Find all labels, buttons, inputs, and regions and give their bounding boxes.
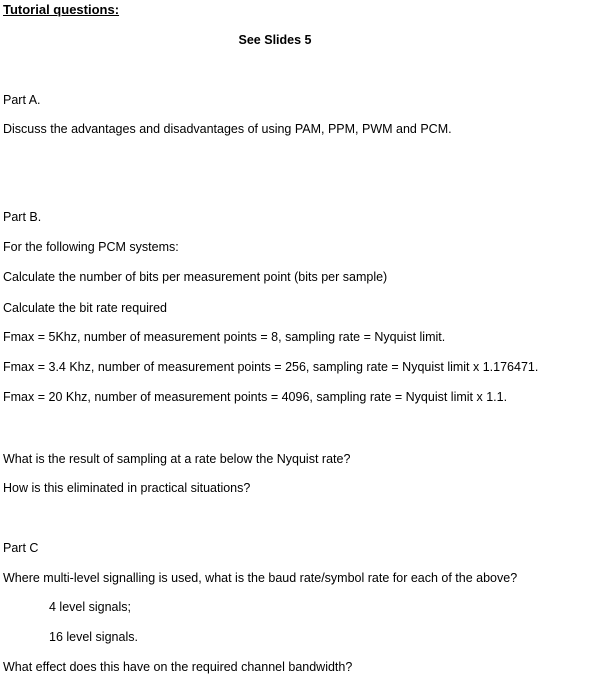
pcm-system-2: Fmax = 3.4 Khz, number of measurement points = 256, sampling rate = Nyquist limit x 1.176471.: [3, 360, 539, 374]
part-a-question: Discuss the advantages and disadvantages of using PAM, PPM, PWM and PCM.: [3, 122, 452, 136]
pcm-system-3: Fmax = 20 Khz, number of measurement points = 4096, sampling rate = Nyquist limit x 1.1.: [3, 390, 508, 404]
nyquist-question: What is the result of sampling at a rate below the Nyquist rate?: [3, 452, 351, 466]
part-c-question: Where multi-level signalling is used, what is the baud rate/symbol rate for each of the above?: [3, 571, 518, 585]
part-b-task-bits-per-sample: Calculate the number of bits per measurement point (bits per sample): [3, 270, 388, 284]
pcm-system-1: Fmax = 5Khz, number of measurement points = 8, sampling rate = Nyquist limit.: [3, 330, 446, 344]
part-b-label: Part B.: [3, 210, 42, 224]
aliasing-question: How is this eliminated in practical situations?: [3, 481, 251, 495]
page-heading: Tutorial questions:: [3, 2, 120, 17]
part-b-task-bit-rate: Calculate the bit rate required: [3, 301, 167, 315]
bandwidth-question: What effect does this have on the required channel bandwidth?: [3, 660, 353, 674]
part-c-label: Part C: [3, 541, 39, 555]
level-option-16: 16 level signals.: [49, 630, 138, 644]
level-option-4: 4 level signals;: [49, 600, 131, 614]
part-b-intro: For the following PCM systems:: [3, 240, 179, 254]
part-a-label: Part A.: [3, 93, 41, 107]
slides-reference: See Slides 5: [238, 33, 312, 47]
